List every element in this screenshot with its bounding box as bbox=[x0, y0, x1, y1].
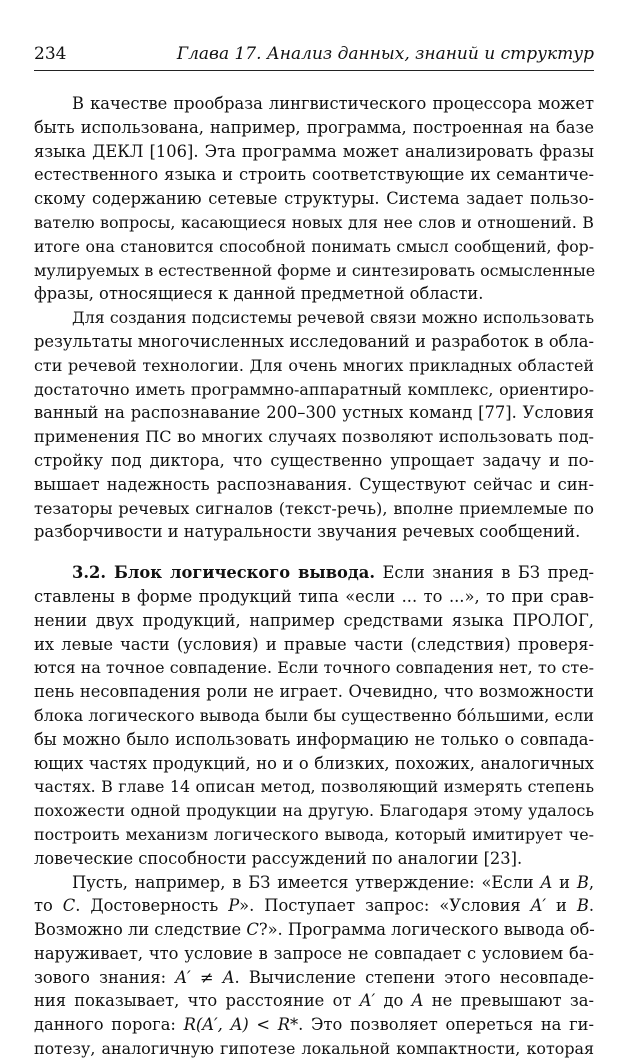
page-number: 234 bbox=[34, 44, 67, 64]
text-line: В качестве прообраза лингвистического процессора может bbox=[72, 94, 594, 113]
text-line bbox=[34, 1013, 594, 1037]
text-run: данного порога: bbox=[34, 1015, 184, 1035]
math-symbol: A′ bbox=[530, 896, 547, 916]
text-run: зового знания: bbox=[34, 967, 176, 987]
text-line bbox=[34, 871, 594, 895]
text-run: то bbox=[34, 896, 63, 916]
math-symbol: P bbox=[228, 896, 240, 916]
section-gap bbox=[34, 544, 594, 561]
text-line: пень несовпадения роли не играет. Очевидно, что возможности bbox=[34, 682, 594, 702]
text-line: итоге она становится способной понимать смысл сообщений, фор- bbox=[34, 236, 594, 256]
text-line: ющих частях продукций, но и о близких, похожих, аналогичных bbox=[34, 753, 594, 773]
math-symbol: C bbox=[246, 920, 259, 940]
text-run: . Вычисление степени этого несовпаде- bbox=[234, 967, 594, 987]
running-title: Глава 17. Анализ данных, знаний и структур bbox=[176, 44, 594, 64]
text-line: их левые части (условия) и правые части (следствия) проверя- bbox=[34, 634, 594, 654]
text-run: наруживает, что условие в запросе не совпадает с условием ба- bbox=[34, 943, 594, 963]
text-line: результаты многочисленных исследований и разработок в обла- bbox=[34, 331, 594, 351]
text-run: ?». Программа логического вывода об- bbox=[258, 920, 595, 940]
math-symbol: A bbox=[411, 991, 424, 1011]
text-line: вышает надежность распознавания. Существуют сейчас и син- bbox=[34, 474, 594, 494]
page-body bbox=[34, 92, 594, 1061]
text-line bbox=[34, 1037, 594, 1061]
text-line bbox=[34, 989, 594, 1013]
text-run: потезу, аналогичную гипотезе локальной компактности, которая bbox=[34, 1039, 594, 1059]
text-line: фразы, относящиеся к данной предметной области. bbox=[34, 284, 484, 304]
text-run: . Это позволяет опереться на ги- bbox=[298, 1015, 594, 1035]
running-header bbox=[34, 44, 594, 71]
text-run: и bbox=[546, 896, 577, 916]
text-line: достаточно иметь программно-аппаратный комплекс, ориентиро- bbox=[34, 379, 594, 399]
paragraph-lingvistic-processor bbox=[34, 92, 594, 306]
text-line: применения ПС во многих случаях позволяют использовать под- bbox=[34, 427, 594, 447]
text-line: естественного языка и строить соответствующие их семантиче- bbox=[34, 165, 594, 185]
section-logical-inference bbox=[34, 561, 594, 870]
text-line bbox=[34, 918, 594, 942]
text-run: . Достоверность bbox=[75, 896, 229, 916]
text-line: ются на точное совпадение. Если точного совпадения нет, то сте- bbox=[34, 658, 594, 678]
text-line bbox=[34, 894, 594, 918]
text-line: языка ДЕКЛ [106]. Эта программа может анализировать фразы bbox=[34, 141, 594, 161]
text-line: нении двух продукций, например средствами языка ПРОЛОГ, bbox=[34, 610, 594, 630]
text-run: . bbox=[588, 896, 594, 916]
text-line: ванный на распознавание 200–300 устных команд [77]. Условия bbox=[34, 403, 594, 423]
math-symbol: C bbox=[62, 896, 76, 916]
text-line bbox=[34, 966, 594, 990]
math-expression: R(A′, A) < R* bbox=[183, 1015, 299, 1035]
text-line: стройку под диктора, что существенно упрощает задачу и по- bbox=[34, 450, 594, 470]
text-run: , bbox=[588, 872, 595, 892]
text-line: ставлены в форме продукций типа «если ... то ...», то при срав- bbox=[34, 586, 594, 606]
text-line: бы можно было использовать информацию не только о совпада- bbox=[34, 729, 594, 749]
math-expression: A′ ≠ A bbox=[175, 967, 235, 987]
section-first-line-text: Если знания в БЗ пред- bbox=[382, 563, 594, 583]
text-line: вателю вопросы, касающиеся новых для нее слов и отношений. В bbox=[34, 212, 594, 232]
text-run: Пусть, например, в БЗ имеется утверждение: «Если bbox=[72, 872, 541, 892]
text-line: похожести одной продукции на другую. Благодаря этому удалось bbox=[34, 801, 594, 821]
section-first-line bbox=[34, 561, 594, 585]
text-run: и bbox=[552, 872, 577, 892]
paragraph-speech-subsystem bbox=[34, 306, 594, 544]
text-line: блока логического вывода были бы существенно бо́льшими, если bbox=[34, 705, 594, 725]
text-line: мулируемых в естественной форме и синтезировать осмысленные bbox=[34, 260, 596, 280]
text-run: до bbox=[375, 991, 412, 1011]
text-line: построить механизм логического вывода, который имитирует че- bbox=[34, 824, 594, 844]
text-run: ». Поступает запрос: «Условия bbox=[239, 896, 531, 916]
text-line: быть использована, например, программа, построенная на базе bbox=[34, 117, 594, 137]
math-symbol: B bbox=[576, 872, 589, 892]
section-heading: 3.2. Блок логического вывода. bbox=[72, 563, 375, 583]
text-line: частях. В главе 14 описан метод, позволяющий измерять степень bbox=[34, 777, 594, 797]
text-run: ния показывает, что расстояние от bbox=[34, 991, 360, 1011]
text-line: скому содержанию сетевые структуры. Система задает пользо- bbox=[34, 189, 594, 209]
text-line: Для создания подсистемы речевой связи можно использовать bbox=[72, 308, 594, 328]
text-line: сти речевой технологии. Для очень многих прикладных областей bbox=[34, 355, 594, 375]
text-line bbox=[34, 942, 594, 966]
text-line: разборчивости и натуральности звучания речевых сообщений. bbox=[34, 522, 581, 542]
math-symbol: A bbox=[540, 872, 553, 892]
math-symbol: A′ bbox=[359, 991, 376, 1011]
text-run: Возможно ли следствие bbox=[34, 920, 247, 940]
text-line: ловеческие способности рассуждений по аналогии [23]. bbox=[34, 848, 523, 868]
text-run: не превышают за- bbox=[423, 991, 594, 1011]
math-symbol: B bbox=[576, 896, 589, 916]
text-line: тезаторы речевых сигналов (текст-речь), вполне приемлемые по bbox=[34, 498, 594, 518]
paragraph-example bbox=[34, 871, 594, 1061]
